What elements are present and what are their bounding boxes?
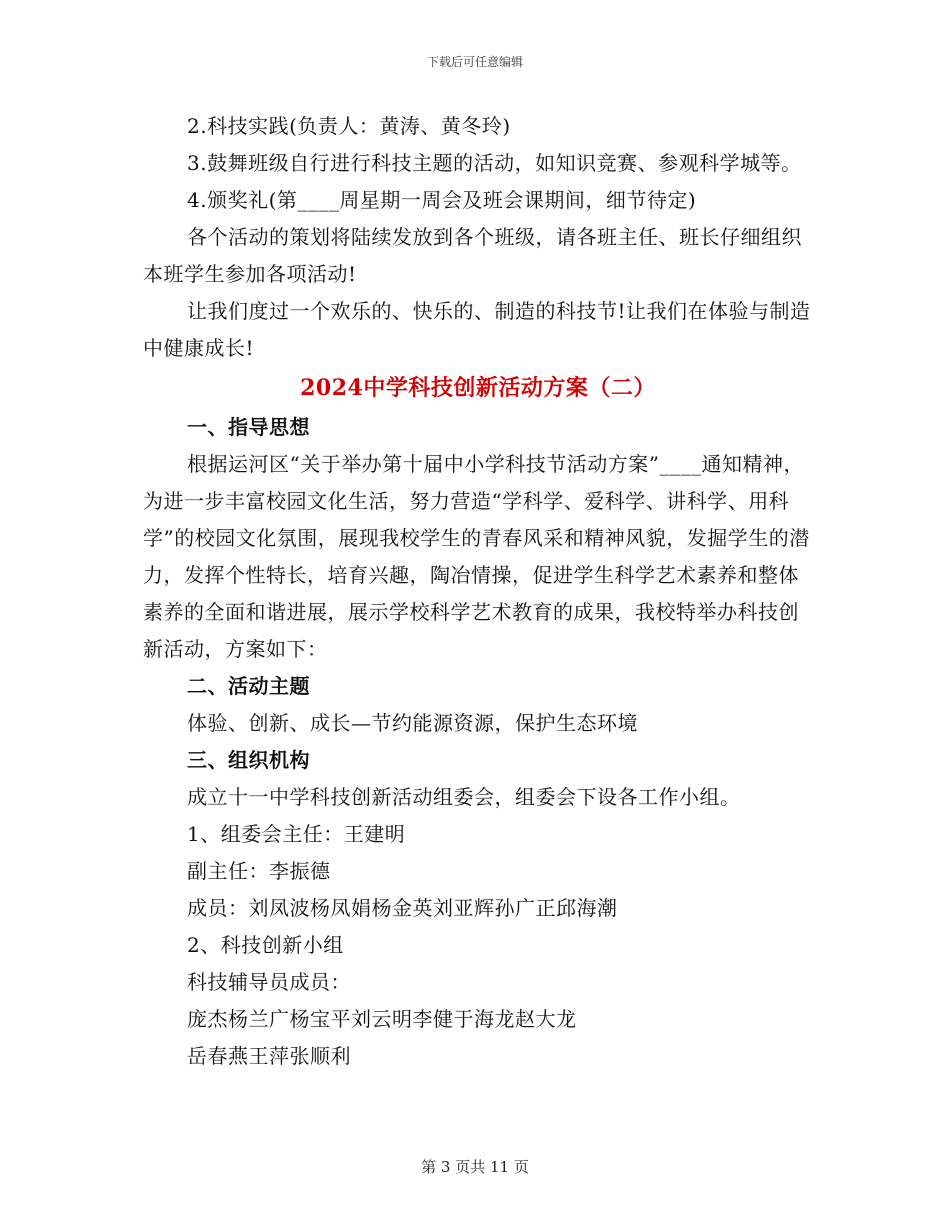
org-line: 成员：刘凤波杨凤娟杨金英刘亚辉孙广正邱海潮 [187, 896, 618, 920]
page-footer: 第 3 页共 11 页 [421, 1158, 529, 1176]
paragraph-activity-theme: 体验、创新、成长—节约能源资源，保护生态环境 [187, 711, 638, 735]
page-header: 下载后可任意编辑 [426, 55, 523, 69]
heading-organization: 三、组织机构 [187, 748, 310, 772]
document-body [143, 108, 813, 1075]
heading-activity-theme: 二、活动主题 [187, 674, 310, 698]
paragraph-closing: 让我们度过一个欢乐的、快乐的、制造的科技节!让我们在体验与制造中健康成长! [143, 299, 811, 360]
paragraph-guiding-thought: 根据运河区“关于举办第十届中小学科技节活动方案”____通知精神，为进一步丰富校园文化生活，努力营造“学科学、爱科学、讲科学、用科学”的校园文化氛围，展现我校学生的青春风采和精神风貌，发掘学生的潜力，发挥个性特长，培育兴趣，陶冶情操，促进学生科学艺术素养和整体素养的全面和谐进展，展示学校科学艺术教育的成果，我校特举办科技创新活动，方案如下： [143, 452, 810, 661]
section-title: 2024中学科技创新活动方案（二） [300, 375, 656, 401]
list-item-3: 3.鼓舞班级自行进行科技主题的活动，如知识竞赛、参观科学城等。 [187, 151, 802, 175]
org-line: 科技辅导员成员： [187, 970, 351, 994]
org-line: 2、科技创新小组 [187, 933, 344, 957]
paragraph-notice: 各个活动的策划将陆续发放到各个班级，请各班主任、班长仔细组织本班学生参加各项活动! [143, 225, 802, 286]
list-item-4: 4.颁奖礼(第____周星期一周会及班会课期间，细节待定) [187, 188, 697, 212]
org-line: 成立十一中学科技创新活动组委会，组委会下设各工作小组。 [187, 785, 741, 809]
list-item-2: 2.科技实践(负责人：黄涛、黄冬玲) [187, 114, 511, 138]
org-line: 1、组委会主任：王建明 [187, 822, 406, 846]
org-line: 岳春燕王萍张顺利 [187, 1044, 351, 1068]
org-line: 副主任：李振德 [187, 859, 331, 883]
org-line: 庞杰杨兰广杨宝平刘云明李健于海龙赵大龙 [187, 1007, 577, 1031]
heading-guiding-thought: 一、指导思想 [187, 415, 310, 439]
